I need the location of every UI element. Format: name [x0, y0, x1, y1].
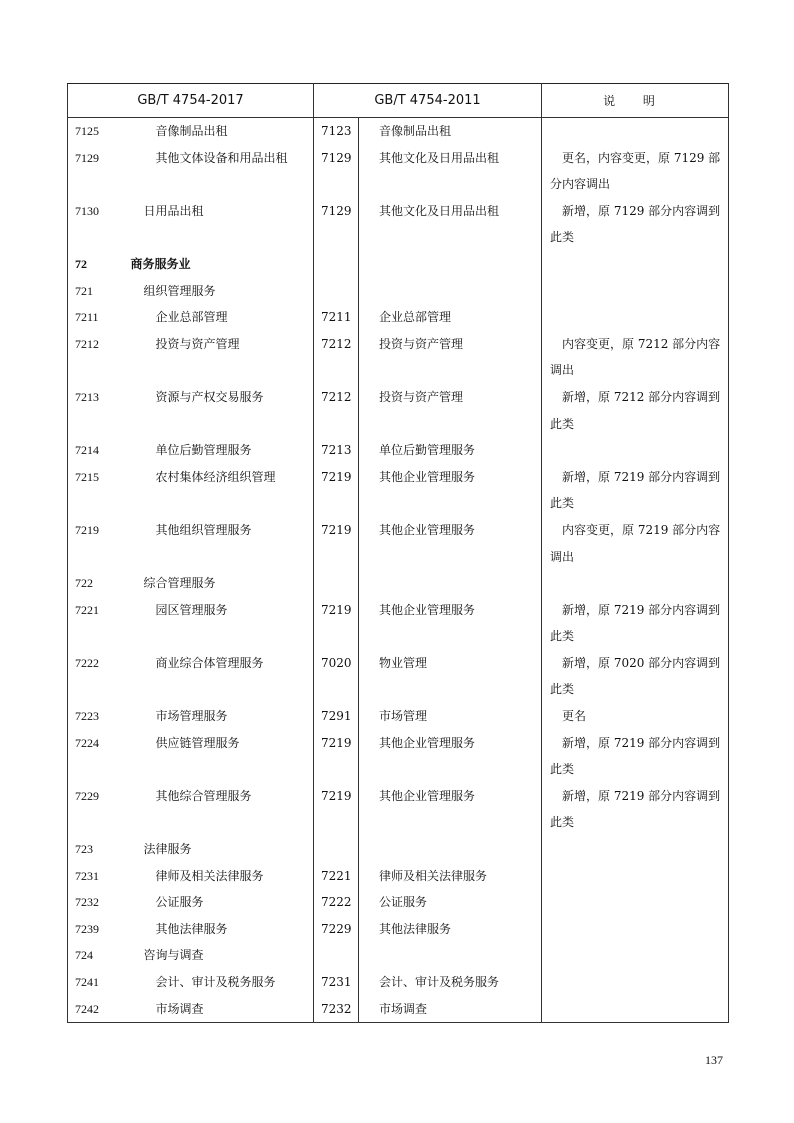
name-2017: 商业综合体管理服务: [124, 650, 314, 703]
name-2017: 供应链管理服务: [124, 730, 314, 783]
name-2017: 其他文体设备和用品出租: [124, 145, 314, 198]
table-body: [68, 118, 729, 1023]
table-row: [68, 889, 729, 916]
note-cell: [542, 437, 729, 464]
code-2011: [314, 942, 359, 969]
name-2017: 其他法律服务: [124, 916, 314, 943]
name-2017: 企业总部管理: [124, 304, 314, 331]
note-cell: [542, 570, 729, 597]
code-2011: 7219: [314, 783, 359, 836]
name-2011: [359, 278, 542, 305]
code-2011: 7212: [314, 331, 359, 384]
code-2011: [314, 570, 359, 597]
name-2017: 单位后勤管理服务: [124, 437, 314, 464]
code-2011: 7212: [314, 384, 359, 437]
code-2017: 7221: [68, 597, 124, 650]
header-gbt-2011: GB/T 4754-2011: [314, 84, 542, 118]
name-2011: [359, 570, 542, 597]
code-2011: 7221: [314, 863, 359, 890]
table-row: [68, 730, 729, 783]
code-2017: 722: [68, 570, 124, 597]
note-cell: [542, 278, 729, 305]
table-row: [68, 570, 729, 597]
classification-comparison-table: [67, 83, 729, 1023]
name-2011: 音像制品出租: [359, 118, 542, 145]
note-cell: 新增，原 7020 部分内容调到此类: [542, 650, 729, 703]
name-2011: 其他文化及日用品出租: [359, 145, 542, 198]
name-2017: 综合管理服务: [124, 570, 314, 597]
name-2011: 物业管理: [359, 650, 542, 703]
note-cell: [542, 916, 729, 943]
table-row: [68, 278, 729, 305]
table-row: [68, 650, 729, 703]
table-row: [68, 597, 729, 650]
name-2017: 市场调查: [124, 996, 314, 1023]
code-2011: 7123: [314, 118, 359, 145]
name-2017: 日用品出租: [124, 198, 314, 251]
code-2017: 7214: [68, 437, 124, 464]
code-2011: 7211: [314, 304, 359, 331]
table-row: [68, 464, 729, 517]
code-2017: 723: [68, 836, 124, 863]
note-cell: [542, 969, 729, 996]
name-2017: 组织管理服务: [124, 278, 314, 305]
code-2017: 7215: [68, 464, 124, 517]
code-2011: 7213: [314, 437, 359, 464]
code-2017: 7125: [68, 118, 124, 145]
code-2011: 7129: [314, 198, 359, 251]
name-2011: 单位后勤管理服务: [359, 437, 542, 464]
code-2011: 7219: [314, 464, 359, 517]
table-row: [68, 331, 729, 384]
name-2011: 其他企业管理服务: [359, 597, 542, 650]
name-2011: 企业总部管理: [359, 304, 542, 331]
name-2017: 律师及相关法律服务: [124, 863, 314, 890]
code-2011: 7222: [314, 889, 359, 916]
code-2017: 72: [68, 251, 124, 278]
page-number: 137: [705, 1053, 723, 1067]
note-cell: [542, 304, 729, 331]
code-2011: 7232: [314, 996, 359, 1023]
code-2011: [314, 278, 359, 305]
name-2017: 咨询与调查: [124, 942, 314, 969]
code-2017: 721: [68, 278, 124, 305]
table-row: [68, 118, 729, 145]
code-2011: 7291: [314, 703, 359, 730]
code-2017: 7222: [68, 650, 124, 703]
code-2011: 7020: [314, 650, 359, 703]
table-row: [68, 996, 729, 1023]
name-2011: 其他企业管理服务: [359, 464, 542, 517]
code-2017: 7232: [68, 889, 124, 916]
code-2017: 7129: [68, 145, 124, 198]
code-2017: 7239: [68, 916, 124, 943]
name-2011: [359, 942, 542, 969]
code-2017: 7211: [68, 304, 124, 331]
table-row: [68, 916, 729, 943]
table-row: [68, 384, 729, 437]
name-2011: 投资与资产管理: [359, 331, 542, 384]
note-cell: [542, 251, 729, 278]
table-row: [68, 304, 729, 331]
note-cell: 新增，原 7219 部分内容调到此类: [542, 783, 729, 836]
table-row: [68, 836, 729, 863]
code-2017: 7229: [68, 783, 124, 836]
table-row: [68, 251, 729, 278]
table-row: [68, 942, 729, 969]
table-row: [68, 703, 729, 730]
name-2017: 法律服务: [124, 836, 314, 863]
code-2017: 7219: [68, 517, 124, 570]
name-2011: 其他法律服务: [359, 916, 542, 943]
table-row: [68, 145, 729, 198]
name-2017: 市场管理服务: [124, 703, 314, 730]
name-2011: 其他文化及日用品出租: [359, 198, 542, 251]
name-2017: 资源与产权交易服务: [124, 384, 314, 437]
name-2017: 音像制品出租: [124, 118, 314, 145]
table-row: [68, 517, 729, 570]
note-cell: 更名: [542, 703, 729, 730]
table-row: [68, 437, 729, 464]
code-2011: 7219: [314, 597, 359, 650]
name-2011: 其他企业管理服务: [359, 730, 542, 783]
header-note: 说 明: [542, 84, 729, 118]
note-cell: [542, 942, 729, 969]
name-2011: 其他企业管理服务: [359, 783, 542, 836]
code-2017: 724: [68, 942, 124, 969]
table-header-row: [68, 84, 729, 118]
code-2017: 7224: [68, 730, 124, 783]
note-cell: [542, 863, 729, 890]
note-cell: 新增，原 7219 部分内容调到此类: [542, 464, 729, 517]
name-2011: 市场调查: [359, 996, 542, 1023]
code-2017: 7223: [68, 703, 124, 730]
name-2017: 投资与资产管理: [124, 331, 314, 384]
note-cell: 更名，内容变更，原 7129 部分内容调出: [542, 145, 729, 198]
code-2017: 7231: [68, 863, 124, 890]
code-2011: [314, 836, 359, 863]
name-2017: 其他组织管理服务: [124, 517, 314, 570]
name-2017: 农村集体经济组织管理: [124, 464, 314, 517]
code-2017: 7241: [68, 969, 124, 996]
code-2017: 7212: [68, 331, 124, 384]
table-row: [68, 198, 729, 251]
note-cell: 新增，原 7212 部分内容调到此类: [542, 384, 729, 437]
table-row: [68, 783, 729, 836]
name-2017: 园区管理服务: [124, 597, 314, 650]
name-2011: 公证服务: [359, 889, 542, 916]
name-2017: 商务服务业: [124, 251, 314, 278]
note-cell: 新增，原 7129 部分内容调到此类: [542, 198, 729, 251]
code-2017: 7242: [68, 996, 124, 1023]
code-2017: 7130: [68, 198, 124, 251]
code-2011: [314, 251, 359, 278]
name-2011: [359, 836, 542, 863]
name-2011: 律师及相关法律服务: [359, 863, 542, 890]
code-2017: 7213: [68, 384, 124, 437]
code-2011: 7231: [314, 969, 359, 996]
code-2011: 7219: [314, 730, 359, 783]
note-cell: 新增，原 7219 部分内容调到此类: [542, 730, 729, 783]
note-cell: [542, 836, 729, 863]
table-row: [68, 969, 729, 996]
name-2011: [359, 251, 542, 278]
code-2011: 7229: [314, 916, 359, 943]
note-cell: [542, 889, 729, 916]
name-2011: 会计、审计及税务服务: [359, 969, 542, 996]
note-cell: 内容变更，原 7212 部分内容调出: [542, 331, 729, 384]
header-gbt-2017: GB/T 4754-2017: [68, 84, 314, 118]
code-2011: 7219: [314, 517, 359, 570]
note-cell: 内容变更，原 7219 部分内容调出: [542, 517, 729, 570]
table-row: [68, 863, 729, 890]
note-cell: [542, 118, 729, 145]
name-2017: 其他综合管理服务: [124, 783, 314, 836]
name-2011: 市场管理: [359, 703, 542, 730]
code-2011: 7129: [314, 145, 359, 198]
name-2017: 会计、审计及税务服务: [124, 969, 314, 996]
name-2011: 其他企业管理服务: [359, 517, 542, 570]
name-2011: 投资与资产管理: [359, 384, 542, 437]
note-cell: [542, 996, 729, 1023]
name-2017: 公证服务: [124, 889, 314, 916]
note-cell: 新增，原 7219 部分内容调到此类: [542, 597, 729, 650]
